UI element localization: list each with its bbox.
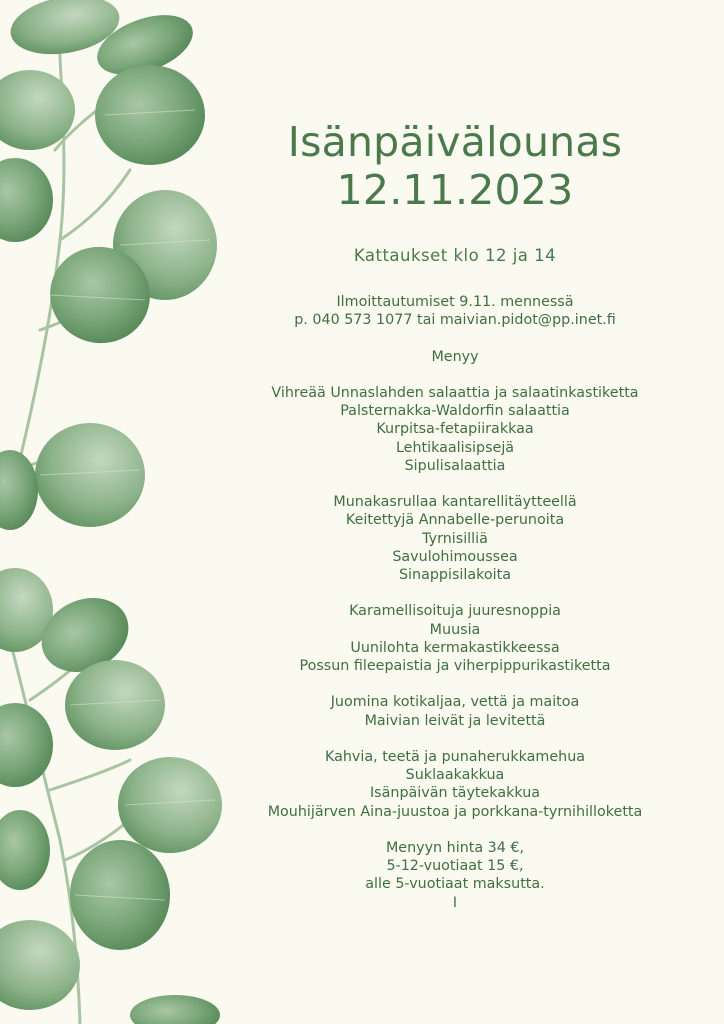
eucalyptus-branch-decoration <box>0 0 240 1024</box>
menu-item: Lehtikaalisipsejä <box>395 439 515 456</box>
registration-deadline: Ilmoittautumiset 9.11. mennessä <box>336 294 574 310</box>
menu-item: Palsternakka-Waldorfin salaattia <box>340 403 570 420</box>
registration-contact: p. 040 573 1077 tai maivian.pidot@pp.inet.fi <box>294 312 616 329</box>
page-title <box>230 118 680 214</box>
menu-item: Karamellisoituja juuresnoppia <box>349 603 561 620</box>
menu-item: Sinappisilakoita <box>398 567 511 583</box>
seating-times: Kattaukset klo 12 ja 14 <box>353 246 557 265</box>
menu-item: Possun fileepaistia ja viherpippurikastiketta <box>299 658 611 674</box>
text-cursor-mark: I <box>452 894 458 911</box>
price-toddler: alle 5-vuotiaat maksutta. <box>365 876 545 893</box>
menu-group-desserts <box>230 748 680 821</box>
menu-item: Muusia <box>429 621 481 638</box>
menu-item: Kahvia, teetä ja punaherukkamehua <box>324 748 586 765</box>
menu-item: Maivian leivät ja levitettä <box>364 712 546 729</box>
menu-group-salads <box>230 384 680 475</box>
menu-item: Isänpäivän täytekakkua <box>369 785 541 802</box>
price-adult: Menyyn hinta 34 €, <box>385 839 525 856</box>
menu-heading: Menyy <box>431 348 479 365</box>
menu-item: Juomina kotikaljaa, vettä ja maitoa <box>330 694 580 711</box>
title-line-event: Isänpäivälounas <box>287 118 623 166</box>
menu-item: Uunilohta kermakastikkeessa <box>350 639 560 656</box>
menu-item: Sipulisalaattia <box>404 457 506 474</box>
pricing-info <box>230 839 680 912</box>
price-child: 5-12-vuotiaat 15 €, <box>386 858 524 875</box>
menu-item: Mouhijärven Aina-juustoa ja porkkana-tyrnihilloketta <box>267 803 643 820</box>
menu-item: Kurpitsa-fetapiirakkaa <box>376 421 534 438</box>
menu-item: Savulohimoussea <box>392 548 518 565</box>
menu-heading-block <box>230 348 680 366</box>
menu-item: Vihreää Unnaslahden salaattia ja salaatinkastiketta <box>271 384 639 401</box>
menu-item: Munakasrullaa kantarellitäytteellä <box>333 494 577 511</box>
menu-item: Suklaakakkua <box>405 767 505 784</box>
menu-group-starters <box>230 493 680 584</box>
body-text <box>230 293 680 930</box>
menu-group-drinks <box>230 693 680 729</box>
menu-item: Tyrnisilliä <box>422 530 488 547</box>
menu-item: Keitettyjä Annabelle-perunoita <box>345 512 565 529</box>
title-line-date: 12.11.2023 <box>336 166 574 214</box>
registration-info <box>230 293 680 329</box>
menu-group-mains <box>230 602 680 675</box>
